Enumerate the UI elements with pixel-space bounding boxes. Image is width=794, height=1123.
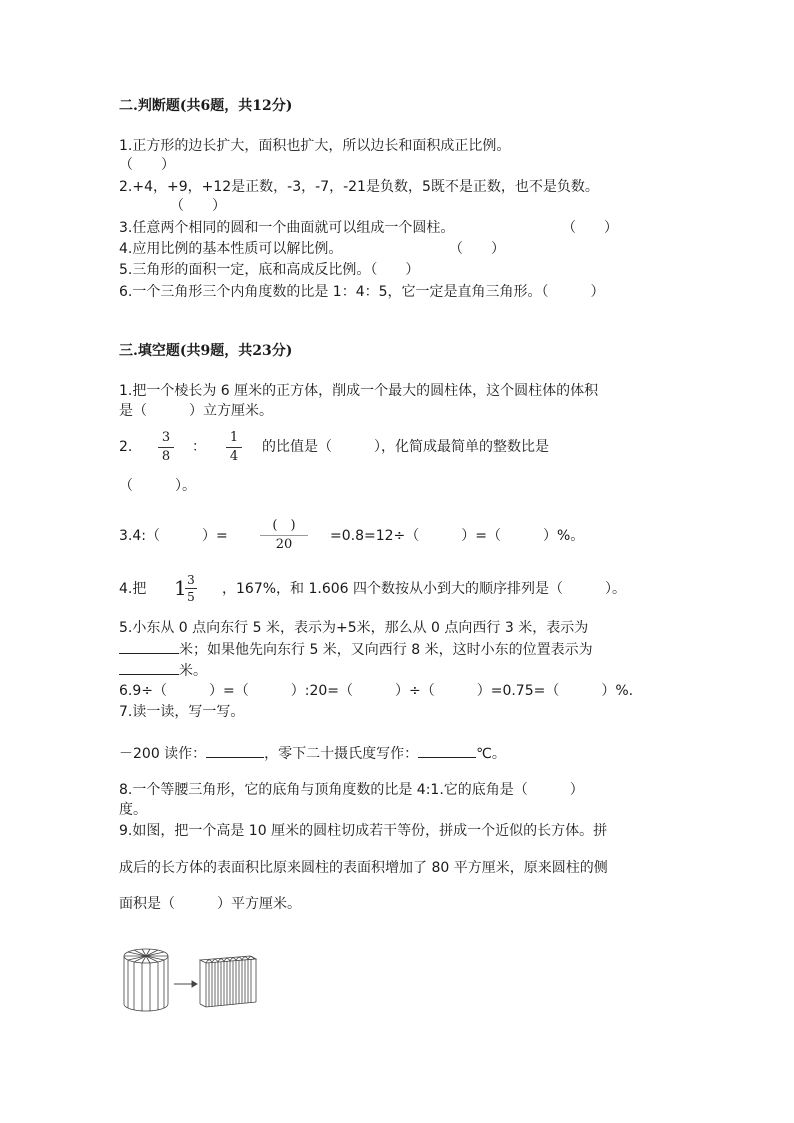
fraction-denominator: 5: [187, 590, 195, 604]
fraction-denominator: 8: [161, 449, 171, 464]
judge-q1-text: 1.正方形的边长扩大，面积也扩大，所以边长和面积成正比例。: [119, 138, 511, 154]
section-2-heading: 二.判断题(共6题，共12分): [119, 98, 293, 114]
fraction-3-8: [156, 430, 176, 465]
fill-q7-line: [119, 743, 506, 764]
judge-q5-text: 5.三角形的面积一定，底和高成反比例。（ ）: [119, 262, 420, 278]
approximate-cuboid: [200, 956, 256, 1007]
fraction-numerator: 3: [187, 573, 195, 587]
fill-q7-a: －200 读作：: [119, 746, 207, 762]
fill-q9-line3: 面积是（ ）平方厘米。: [119, 896, 301, 912]
judge-q2-paren[interactable]: （ ）: [170, 198, 226, 214]
mixed-number-fraction: [184, 573, 198, 604]
fill-q3-prefix: 3.4:（ ）=: [119, 528, 228, 544]
fraction-bar: [260, 535, 308, 536]
fraction-1-4: [224, 430, 244, 465]
arrow-icon: [174, 981, 197, 987]
sliced-cylinder: [124, 949, 168, 1011]
judge-q3-text: 3.任意两个相同的圆和一个曲面就可以组成一个圆柱。: [119, 220, 455, 236]
judge-q1-paren[interactable]: （ ）: [119, 157, 175, 173]
fill-q4-suffix: ，167%，和 1.606 四个数按从小到大的顺序排列是（ ）。: [222, 581, 627, 597]
judge-q2-text: 2.+4，+9，+12是正数，-3，-7，-21是负数，5既不是正数，也不是负数。: [119, 179, 599, 195]
fill-q9-line2: 成后的长方体的表面积比原来圆柱的表面积增加了 80 平方厘米，原来圆柱的侧: [119, 860, 608, 876]
answer-blank[interactable]: [418, 743, 476, 758]
answer-blank[interactable]: [119, 639, 179, 654]
fill-q3-suffix: =0.8=12÷（ ）=（ ）%。: [330, 528, 585, 544]
section-3-heading: 三.填空题(共9题，共23分): [119, 343, 293, 359]
fill-q1-line1: 1.把一个棱长为 6 厘米的正方体，削成一个最大的圆柱体，这个圆柱体的体积: [119, 383, 599, 399]
judge-q6-text: 6.一个三角形三个内角度数的比是 1：4：5，它一定是直角三角形。（ ）: [119, 284, 605, 300]
fraction-blank-over-20: [258, 518, 310, 553]
fill-q2-colon: ：: [192, 439, 206, 455]
fill-q8-line2: 度。: [119, 802, 147, 818]
fill-q7-title: 7.读一读，写一写。: [119, 704, 245, 720]
fraction-bar: [226, 447, 242, 448]
fraction-denominator: 4: [229, 449, 239, 464]
fill-q5-line2-text: 米；如果他先向东行 5 米，又向西行 8 米，这时小东的位置表示为: [179, 642, 593, 658]
fill-q1-line2: 是（ ）立方厘米。: [119, 403, 273, 419]
fill-q6-text: 6.9÷（ ）=（ ）:20=（ ）÷（ ）=0.75=（ ）%.: [119, 683, 634, 699]
fill-q5-line3-text: 米。: [179, 663, 207, 679]
judge-q4-text: 4.应用比例的基本性质可以解比例。: [119, 241, 343, 257]
fraction-numerator: ( ): [272, 518, 296, 533]
fill-q5-line2: [119, 639, 593, 660]
fraction-bar: [185, 588, 197, 589]
fraction-numerator: 1: [229, 430, 239, 445]
fraction-numerator: 3: [161, 430, 171, 445]
fill-q7-c: ℃。: [476, 746, 506, 762]
fill-q5-line1: 5.小东从 0 点向东行 5 米，表示为+5米，那么从 0 点向西行 3 米，表示为: [119, 620, 589, 636]
mixed-number-whole: 1: [174, 576, 187, 600]
fill-q2-line2: （ ）。: [119, 478, 196, 494]
judge-q3-paren[interactable]: （ ）: [562, 220, 618, 236]
fraction-denominator: 20: [275, 537, 293, 552]
fill-q8-line1: 8.一个等腰三角形，它的底角与顶角度数的比是 4:1.它的底角是（ ）: [119, 782, 584, 798]
fill-q2-suffix: 的比值是（ ），化简成最简单的整数比是: [262, 439, 549, 455]
fill-q5-line3: [119, 660, 207, 681]
fill-q4-prefix: 4.把: [119, 581, 147, 597]
fill-q7-b: ，零下二十摄氏度写作：: [264, 746, 419, 762]
fill-q2-prefix: 2.: [119, 439, 133, 455]
answer-blank[interactable]: [119, 660, 179, 675]
answer-blank[interactable]: [206, 743, 264, 758]
judge-q4-paren[interactable]: （ ）: [449, 241, 505, 257]
fill-q9-line1: 9.如图，把一个高是 10 厘米的圆柱切成若干等份，拼成一个近似的长方体。拼: [119, 823, 608, 839]
fraction-bar: [158, 447, 174, 448]
cylinder-to-cuboid-figure: [118, 946, 268, 1016]
